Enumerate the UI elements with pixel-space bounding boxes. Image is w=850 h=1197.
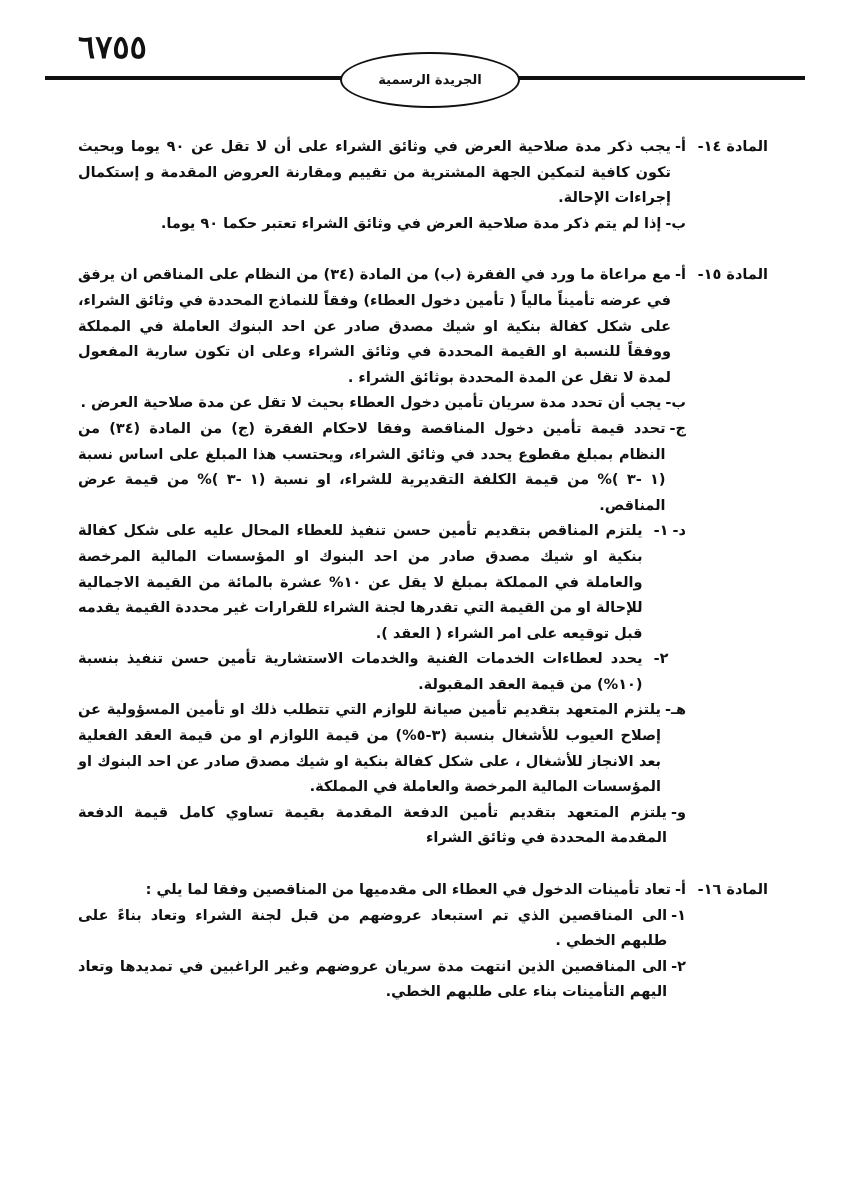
para-label: ب-	[665, 215, 686, 232]
gazette-title-oval	[340, 52, 520, 108]
item-text: الى المناقصين الذين انتهت مدة سريان عروضهم وغير الراغبين في تمديدها وتعاد اليهم التأمينات بناء على طلبهم الخطي.	[78, 958, 668, 1001]
article-label: المادة ١٤-	[697, 139, 768, 155]
article-14-para-b	[78, 212, 768, 238]
article-16-item-1	[78, 904, 768, 955]
subitem-2	[78, 647, 669, 698]
para-label: و-	[670, 804, 686, 821]
para-label: أ-	[675, 882, 686, 899]
subitem-label: ٢-	[653, 651, 669, 668]
item-text: الى المناقصين الذي تم استبعاد عروضهم من قبل لجنة الشراء وتعاد بناءً على طلبهم الخطي .	[78, 907, 668, 950]
article-16-item-2	[78, 955, 768, 1006]
article-14-para-a	[78, 135, 768, 212]
article-15-para-a	[78, 263, 768, 391]
para-text: إذا لم يتم ذكر مدة صلاحية العرض في وثائق الشراء تعتبر حكما ٩٠ يوما.	[160, 215, 662, 232]
gazette-title: الجريدة الرسمية	[378, 72, 482, 88]
para-label: ب-	[665, 395, 686, 412]
article-15	[78, 263, 768, 852]
para-label: ج-	[669, 420, 686, 437]
para-text: يلتزم المتعهد بتقديم تأمين صيانة للوازم التي تتطلب ذلك او تأمين المسؤولية عن إصلاح العيوب للأشغال بنسبة (٣-٥%) من قيمة اللوازم او من قيمة العقد الفعلية بعد الانجاز للأشغال ، على شكل كفالة بنكية او شيك مصدق صادر عن احد البنوك او المؤسسات المالية المرخصة والعاملة في المملكة.	[78, 702, 661, 796]
subitem-text: يلتزم المناقص بتقديم تأمين حسن تنفيذ للعطاء المحال عليه على شكل كفالة بنكية او شيك مصدق صادر من احد البنوك او المؤسسات المالية المرخصة والعاملة في المملكة بمبلغ لا يقل عن ١٠% عشرة بالمائة من القيمة الاجمالية للإحالة او من القيمة التي تقدرها لجنة الشراء للقرارات غير محددة القيمة يقدمه قبل توقيعه على امر الشراء ( العقد ).	[78, 523, 643, 642]
article-15-para-d	[78, 519, 768, 698]
subitem-label: ١-	[653, 523, 669, 540]
para-subitems	[78, 519, 669, 698]
para-label: أ-	[675, 267, 686, 284]
article-15-para-c	[78, 417, 768, 519]
para-text: تعاد تأمينات الدخول في العطاء الى مقدميها من المناقصين وفقا لما يلي :	[145, 882, 671, 899]
subitem-text: يحدد لعطاءات الخدمات الفنية والخدمات الاستشارية تأمين حسن تنفيذ بنسبة (١٠%) من قيمة العقد المقبولة.	[78, 651, 643, 693]
para-label: أ-	[675, 139, 686, 155]
para-label: هـ-	[664, 702, 686, 719]
para-text: يجب ذكر مدة صلاحية العرض في وثائق الشراء على أن لا تقل عن ٩٠ يوما وبحيث تكون كافية لتمكين الجهة المشترية من تقييم ومقارنة العروض المقدمة و إستكمال إجراءات الإحالة.	[78, 139, 671, 207]
subitem-1	[78, 519, 669, 647]
document-body	[78, 135, 768, 1032]
article-label: المادة ١٥-	[697, 267, 768, 284]
para-text: يلتزم المتعهد بتقديم تأمين الدفعة المقدمة بقيمة تساوي كامل قيمة الدفعة المقدمة المحددة في وثائق الشراء	[78, 804, 667, 847]
item-label: ٢-	[671, 958, 686, 975]
para-label: د-	[672, 523, 686, 540]
para-text: مع مراعاة ما ورد في الفقرة (ب) من المادة (٣٤) من النظام على المناقص ان يرفق في عرضه تأميناً مالياً ( تأمين دخول العطاء) وفقاً للنماذج المحددة في وثائق الشراء، على شكل كفالة بنكية او شيك مصدق صادر عن احد البنوك العاملة في المملكة ووفقاً للنسبة او القيمة المحددة في وثائق الشراء وعلى ان تكون سارية المفعول لمدة لا تقل عن المدة المحددة بوثائق الشراء .	[78, 267, 671, 386]
article-15-para-b	[78, 391, 768, 417]
article-14	[78, 135, 768, 237]
article-16-para-a	[78, 878, 768, 904]
para-text: يجب أن تحدد مدة سريان تأمين دخول العطاء بحيث لا تقل عن مدة صلاحية العرض .	[80, 395, 662, 412]
article-label: المادة ١٦-	[697, 882, 768, 899]
article-15-para-f	[78, 801, 768, 852]
item-label: ١-	[671, 907, 686, 924]
page-number: ٦٧٥٥	[78, 28, 147, 66]
para-text: تحدد قيمة تأمين دخول المناقصة وفقا لاحكام الفقرة (ج) من المادة (٣٤) من النظام بمبلغ مقطوع يحدد في وثائق الشراء، ويحتسب هذا المبلغ على اساس نسبة (١ -٣ )% من قيمة الكلفة التقديرية للشراء، او نسبة (١ -٣ )% من قيمة عرض المناقص.	[78, 420, 666, 514]
article-16	[78, 878, 768, 1006]
article-15-para-e	[78, 698, 768, 800]
